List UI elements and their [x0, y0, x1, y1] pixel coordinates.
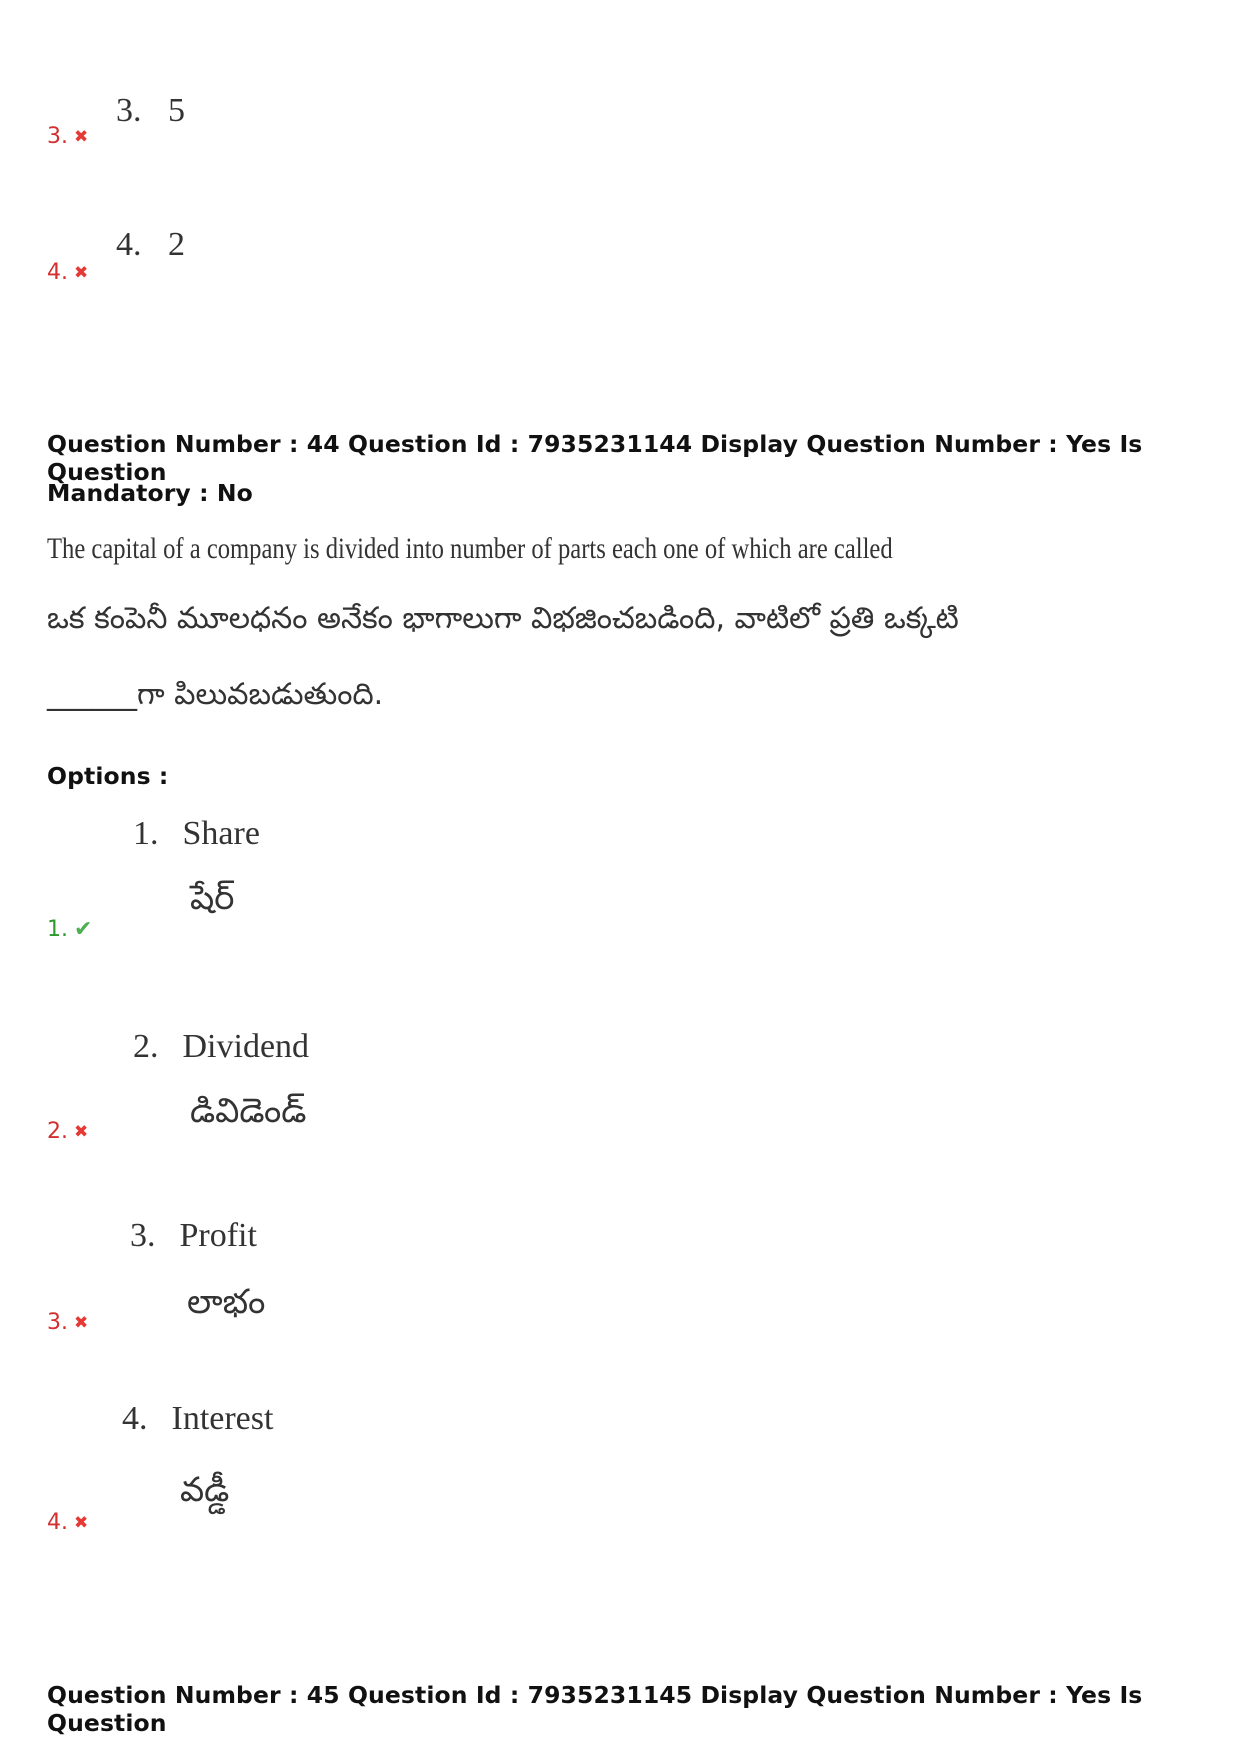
- cross-icon: ✖: [74, 262, 89, 283]
- check-icon: ✔: [74, 917, 93, 942]
- option-number: 2.: [133, 1028, 159, 1065]
- question-text-telugu-line1: ఒక కంపెనీ మూలధనం అనేకం భాగాలుగా విభజించబడింది, వాటిలో ప్రతి ఒక్కటి: [47, 601, 959, 636]
- option-2-telugu: డివిడెండ్: [190, 1091, 307, 1131]
- option-marker-number: 4.: [47, 1510, 68, 1535]
- option-4-content: [122, 1400, 273, 1438]
- option-number: 3.: [130, 1217, 156, 1254]
- option-1-content: [133, 815, 260, 853]
- prev-option-4-content: [116, 226, 185, 264]
- option-3-content: [130, 1217, 257, 1255]
- question-header: Question Number : 44 Question Id : 7935231144 Display Question Number : Yes Is Question: [47, 430, 1143, 486]
- option-number: 3.: [116, 92, 142, 129]
- option-2-marker: [47, 1119, 88, 1144]
- option-text-english: Dividend: [182, 1028, 310, 1065]
- option-number: 4.: [122, 1400, 148, 1437]
- option-1-telugu: షేర్: [190, 878, 235, 918]
- cross-icon: ✖: [74, 1121, 89, 1142]
- option-marker-number: 2.: [47, 1119, 68, 1144]
- option-text: 2: [168, 226, 185, 263]
- prev-option-3-content: [116, 92, 185, 130]
- option-number: 4.: [116, 226, 142, 263]
- option-text: 5: [168, 92, 185, 129]
- question-mandatory: Mandatory : No: [47, 479, 253, 507]
- option-4-marker: [47, 1510, 88, 1535]
- option-3-telugu: లాభం: [187, 1282, 266, 1322]
- option-marker-number: 3.: [47, 124, 68, 149]
- question-text-telugu-line2: ______గా పిలువబడుతుంది.: [47, 677, 384, 712]
- options-label: Options :: [47, 762, 169, 790]
- next-question-header: Question Number : 45 Question Id : 7935231145 Display Question Number : Yes Is Question: [47, 1681, 1143, 1737]
- cross-icon: ✖: [74, 126, 89, 147]
- prev-option-3-marker: [47, 124, 88, 149]
- option-1-marker: [47, 917, 92, 942]
- option-text-english: Share: [182, 815, 260, 852]
- cross-icon: ✖: [74, 1512, 89, 1533]
- cross-icon: ✖: [74, 1312, 89, 1333]
- option-3-marker: [47, 1310, 88, 1335]
- option-marker-number: 3.: [47, 1310, 68, 1335]
- option-2-content: [133, 1028, 309, 1066]
- option-marker-number: 1.: [47, 917, 68, 942]
- option-text-english: Profit: [179, 1217, 257, 1254]
- option-marker-number: 4.: [47, 260, 68, 285]
- prev-option-4-marker: [47, 260, 88, 285]
- option-number: 1.: [133, 815, 159, 852]
- question-text-english: The capital of a company is divided into number of parts each one of which are called: [47, 532, 893, 565]
- option-text-english: Interest: [171, 1400, 274, 1437]
- option-4-telugu: వడ్డీ: [180, 1470, 230, 1510]
